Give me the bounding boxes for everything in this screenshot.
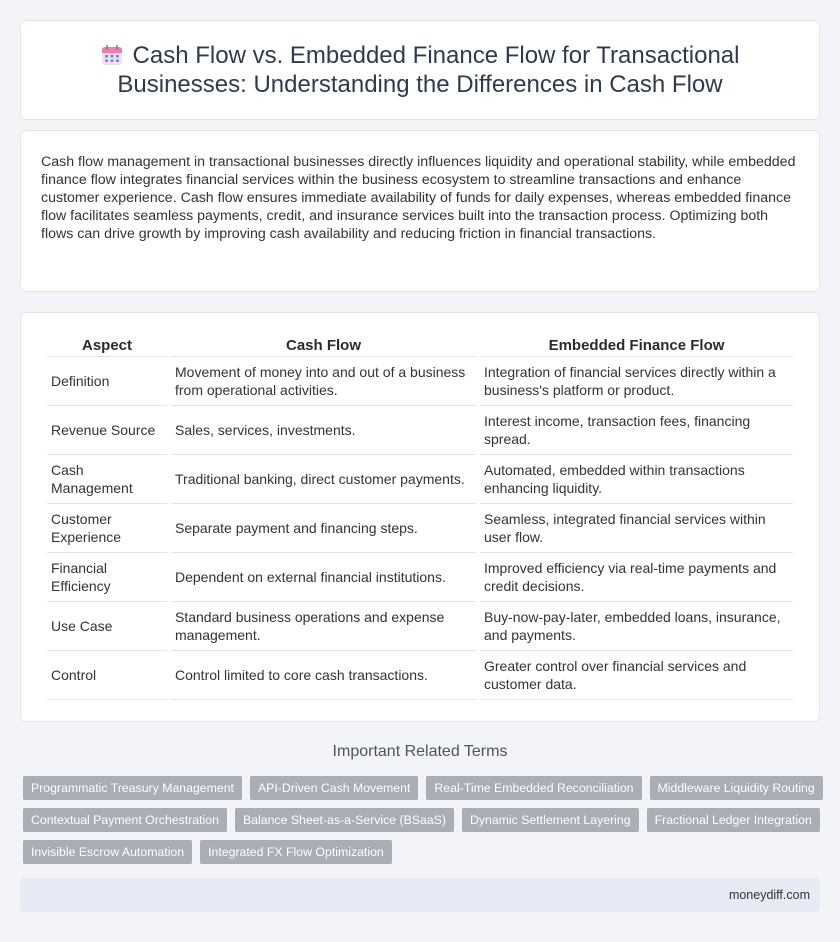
related-term-tag[interactable]: Programmatic Treasury Management xyxy=(23,776,242,800)
calendar-icon xyxy=(101,44,123,66)
table-row xyxy=(47,553,793,602)
cell-aspect: Control xyxy=(47,651,167,700)
related-term-tag[interactable]: Fractional Ledger Integration xyxy=(647,808,820,832)
cell-aspect: Customer Experience xyxy=(47,504,167,553)
related-term-tag[interactable]: Contextual Payment Orchestration xyxy=(23,808,227,832)
cell-embedded-finance: Seamless, integrated financial services within user flow. xyxy=(480,504,793,553)
title-card xyxy=(20,20,820,120)
related-term-tag[interactable]: Balance Sheet-as-a-Service (BSaaS) xyxy=(235,808,454,832)
cell-embedded-finance: Interest income, transaction fees, financing spread. xyxy=(480,406,793,455)
cell-cash-flow: Separate payment and financing steps. xyxy=(171,504,476,553)
cell-embedded-finance: Improved efficiency via real-time payments and credit decisions. xyxy=(480,553,793,602)
cell-aspect: Financial Efficiency xyxy=(47,553,167,602)
related-term-tag[interactable]: Middleware Liquidity Routing xyxy=(650,776,823,800)
related-term-tag[interactable]: Invisible Escrow Automation xyxy=(23,840,192,864)
table-row xyxy=(47,602,793,651)
footer-site-link[interactable]: moneydiff.com xyxy=(728,888,810,902)
related-term-tag[interactable]: Integrated FX Flow Optimization xyxy=(200,840,392,864)
cell-embedded-finance: Greater control over financial services and customer data. xyxy=(480,651,793,700)
related-terms-list xyxy=(23,776,823,864)
comparison-card xyxy=(20,312,820,722)
cell-aspect: Cash Management xyxy=(47,455,167,504)
header-cash-flow: Cash Flow xyxy=(171,331,476,357)
cell-aspect: Revenue Source xyxy=(47,406,167,455)
cell-embedded-finance: Buy-now-pay-later, embedded loans, insurance, and payments. xyxy=(480,602,793,651)
cell-aspect: Definition xyxy=(47,357,167,406)
related-term-tag[interactable]: API-Driven Cash Movement xyxy=(250,776,418,800)
header-aspect: Aspect xyxy=(47,331,167,357)
cell-embedded-finance: Integration of financial services directly within a business's platform or product. xyxy=(480,357,793,406)
related-terms-heading: Important Related Terms xyxy=(332,743,508,760)
table-row xyxy=(47,406,793,455)
cell-cash-flow: Standard business operations and expense management. xyxy=(171,602,476,651)
cell-cash-flow: Sales, services, investments. xyxy=(171,406,476,455)
related-term-tag[interactable]: Dynamic Settlement Layering xyxy=(462,808,639,832)
page-title-text: Cash Flow vs. Embedded Finance Flow for Transactional Businesses: Understanding the Differences in Cash Flow xyxy=(117,42,740,98)
table-header-row xyxy=(47,331,793,357)
table-row xyxy=(47,504,793,553)
table-row xyxy=(47,357,793,406)
cell-cash-flow: Traditional banking, direct customer payments. xyxy=(171,455,476,504)
cell-cash-flow: Movement of money into and out of a business from operational activities. xyxy=(171,357,476,406)
intro-paragraph: Cash flow management in transactional businesses directly influences liquidity and operational stability, while embedded finance flow integrates financial services within the business ecosystem to streamline transactions and enhance customer experience. Cash flow ensures immediate availability of funds for daily expenses, whereas embedded finance flow facilitates seamless payments, credit, and insurance services built into the transaction process. Optimizing both flows can drive growth by improving cash availability and reducing friction in financial transactions. xyxy=(41,154,796,242)
cell-cash-flow: Control limited to core cash transactions. xyxy=(171,651,476,700)
cell-embedded-finance: Automated, embedded within transactions enhancing liquidity. xyxy=(480,455,793,504)
intro-card xyxy=(20,130,820,292)
header-embedded-finance: Embedded Finance Flow xyxy=(480,331,793,357)
table-row xyxy=(47,651,793,700)
cell-cash-flow: Dependent on external financial institutions. xyxy=(171,553,476,602)
related-term-tag[interactable]: Real-Time Embedded Reconciliation xyxy=(426,776,641,800)
cell-aspect: Use Case xyxy=(47,602,167,651)
title-wrap xyxy=(60,41,780,99)
footer xyxy=(20,878,820,912)
comparison-table xyxy=(43,331,797,700)
table-row xyxy=(47,455,793,504)
page-title xyxy=(60,41,780,99)
